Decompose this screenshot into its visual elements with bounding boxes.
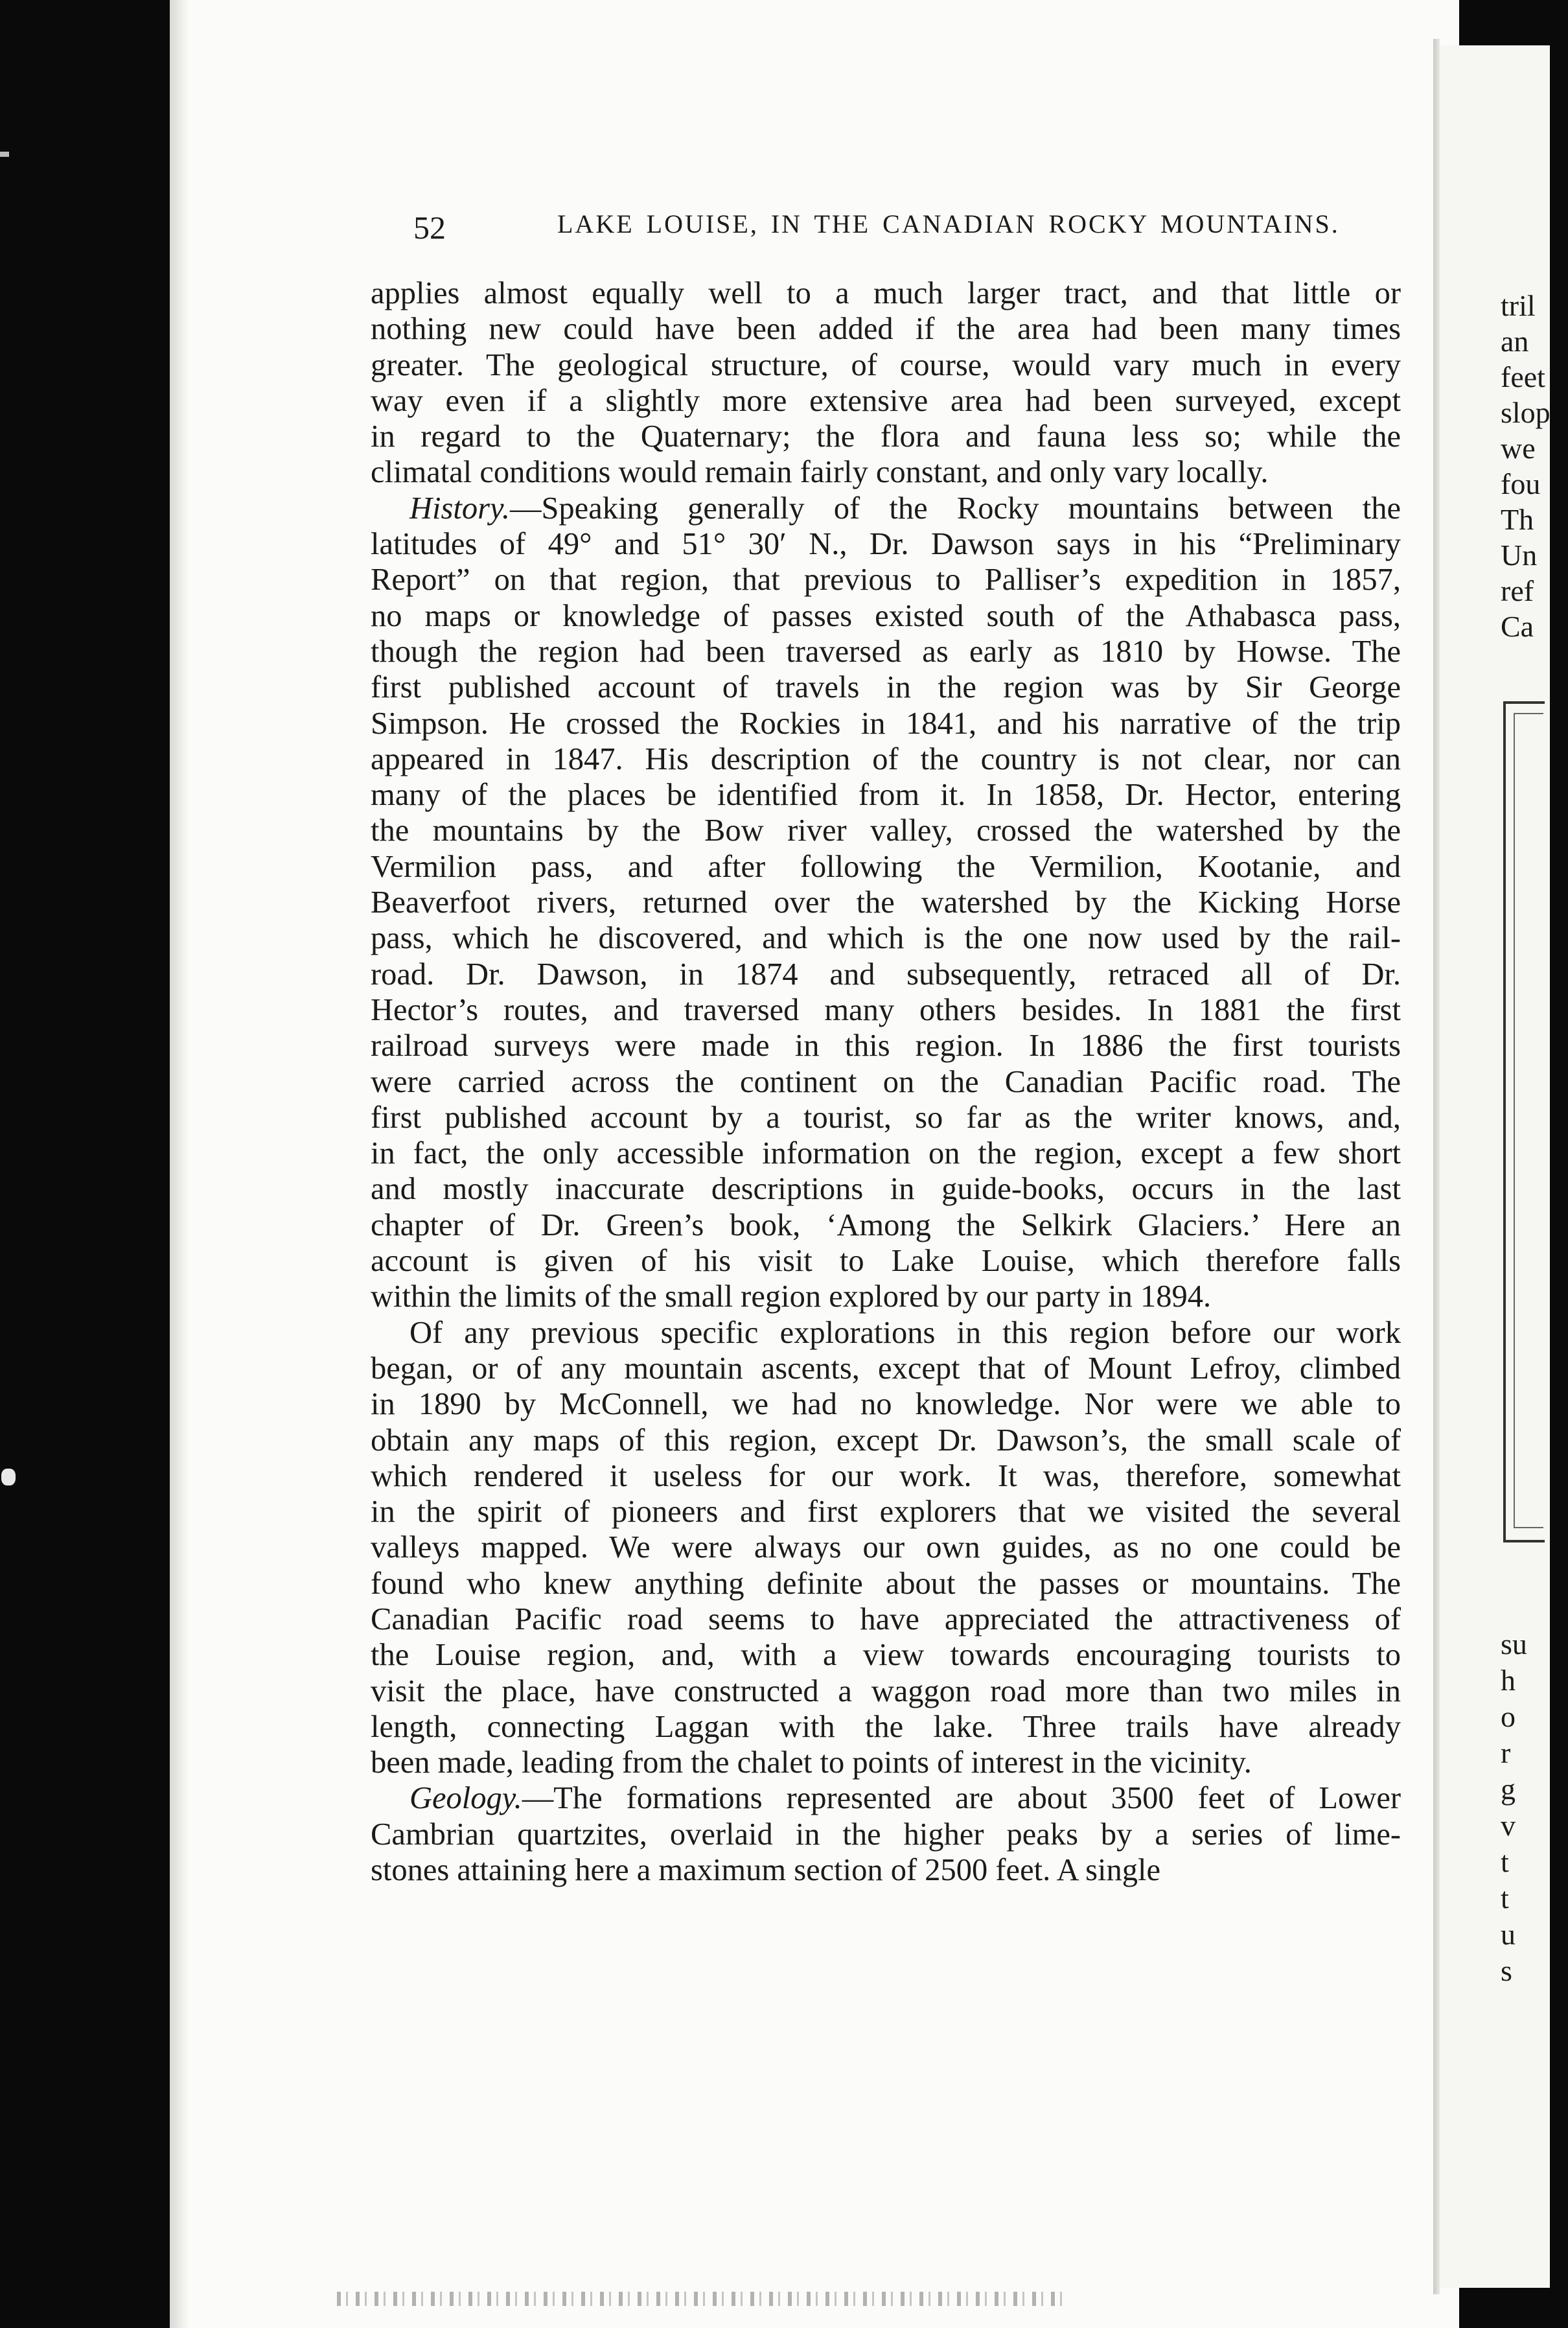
text-line: Beaverfoot rivers, returned over the watershed by the Kicking Horse [371,885,1401,920]
body-text [371,275,1401,1888]
text-line: visit the place, have constructed a waggon road more than two miles in [371,1673,1401,1708]
facing-page-fragment: t [1501,1881,1509,1915]
text-line: the Louise region, and, with a view towards encouraging tourists to [371,1638,1401,1673]
text-line: were carried across the continent on the Canadian Pacific road. The [371,1064,1401,1099]
facing-page-fragment: Ca [1501,610,1534,643]
facing-page-fragment: t [1501,1845,1509,1878]
scan-speck [0,152,9,157]
text-line: Vermilion pass, and after following the Vermilion, Kootanie, and [371,849,1401,884]
facing-page-fragment: u [1501,1918,1516,1951]
text-line: first published account by a tourist, so far as the writer knows, and, [371,1100,1401,1135]
facing-page-fragment: ref [1501,574,1534,607]
text-line: and mostly inaccurate descriptions in guide-books, occurs in the last [371,1172,1401,1207]
scan-noise [337,2292,1063,2306]
text-line: Simpson. He crossed the Rockies in 1841, and his narrative of the trip [371,706,1401,741]
facing-page-fragment: feet [1501,360,1545,393]
text-line: climatal conditions would remain fairly constant, and only vary locally. [371,455,1269,490]
text-line: pass, which he discovered, and which is the one now used by the rail- [371,921,1401,956]
running-title: LAKE LOUISE, IN THE CANADIAN ROCKY MOUNTAINS. [557,209,1340,239]
text-line: road. Dr. Dawson, in 1874 and subsequently, retraced all of Dr. [371,957,1401,992]
facing-page-fragment: Un [1501,539,1538,572]
facing-page-fragment: su [1501,1627,1527,1660]
facing-page-fragment: s [1501,1954,1512,1987]
text-line: in 1890 by McConnell, we had no knowledge. Nor were we able to [371,1387,1401,1422]
text-line: Cambrian quartzites, overlaid in the higher peaks by a series of lime- [371,1817,1401,1852]
section-heading: History. [409,491,510,526]
text-line: obtain any maps of this region, except Dr. Dawson’s, the small scale of [371,1423,1401,1458]
text-line: length, connecting Laggan with the lake. Three trails have already [371,1709,1401,1744]
facing-page-fragment: h [1501,1664,1516,1697]
text-line: no maps or knowledge of passes existed south of the Athabasca pass, [371,598,1401,633]
text-line: greater. The geological structure, of course, would vary much in every [371,347,1401,382]
facing-page-fragment: fou [1501,467,1541,500]
text-line: in the spirit of pioneers and first explorers that we visited the several [371,1495,1401,1530]
text-line: Hector’s routes, and traversed many others besides. In 1881 the first [371,992,1401,1027]
facing-page-fragment: an [1501,325,1529,358]
text-line: applies almost equally well to a much larger tract, and that little or [371,276,1401,310]
text-line: which rendered it useless for our work. It was, therefore, somewhat [371,1458,1401,1493]
facing-page-image-inner-frame [1514,713,1543,1528]
page-number: 52 [413,209,446,246]
text-line: Canadian Pacific road seems to have appreciated the attractiveness of [371,1601,1401,1636]
text-line: in fact, the only accessible information on the region, except a few short [371,1136,1401,1171]
book-gutter [1433,39,1440,2294]
text-line: Report” on that region, that previous to Palliser’s expedition in 1857, [371,563,1401,598]
text-line: the mountains by the Bow river valley, crossed the watershed by the [371,813,1401,848]
facing-page-fragment: tril [1501,289,1536,322]
text-line: though the region had been traversed as early as 1810 by Howse. The [371,634,1401,669]
text-line: Geology.—The formations represented are about 3500 feet of Lower [409,1781,1401,1816]
text-line: began, or of any mountain ascents, except that of Mount Lefroy, climbed [371,1351,1401,1386]
text-line: been made, leading from the chalet to points of interest in the vicinity. [371,1745,1252,1780]
text-line: appeared in 1847. His description of the country is not clear, nor can [371,741,1401,776]
text-line: many of the places be identified from it. In 1858, Dr. Hector, entering [371,778,1401,813]
text-line: chapter of Dr. Green’s book, ‘Among the Selkirk Glaciers.’ Here an [371,1207,1401,1242]
scan-speck [1,1469,16,1485]
facing-page-fragment: r [1501,1736,1511,1769]
text-line: History.—Speaking generally of the Rocky mountains between the [409,491,1401,526]
page-edge-shadow [170,0,189,2328]
facing-page-fragment: v [1501,1809,1516,1842]
text-line: railroad surveys were made in this region. In 1886 the first tourists [371,1029,1401,1064]
text-line: Of any previous specific explorations in this region before our work [409,1315,1401,1350]
text-line: first published account of travels in the region was by Sir George [371,670,1401,705]
facing-page-fragment: slop [1501,396,1551,429]
facing-page-fragment: Th [1501,503,1534,536]
facing-page-fragment: we [1501,432,1536,465]
text-line: valleys mapped. We were always our own guides, as no one could be [371,1530,1401,1565]
text-line: way even if a slightly more extensive area had been surveyed, except [371,383,1401,418]
text-line: stones attaining here a maximum section of 2500 feet. A single [371,1853,1160,1888]
text-line: nothing new could have been added if the area had been many times [371,312,1401,347]
section-heading: Geology. [409,1781,522,1816]
facing-page-fragment: o [1501,1700,1516,1733]
text-line: in regard to the Quaternary; the flora and fauna less so; while the [371,419,1401,454]
text-line: within the limits of the small region explored by our party in 1894. [371,1279,1212,1314]
text-line: latitudes of 49° and 51° 30′ N., Dr. Dawson says in his “Preliminary [371,527,1401,562]
text-line: account is given of his visit to Lake Louise, which therefore falls [371,1244,1401,1279]
text-line: found who knew anything definite about the passes or mountains. The [371,1566,1401,1601]
facing-page-fragment: g [1501,1773,1516,1806]
